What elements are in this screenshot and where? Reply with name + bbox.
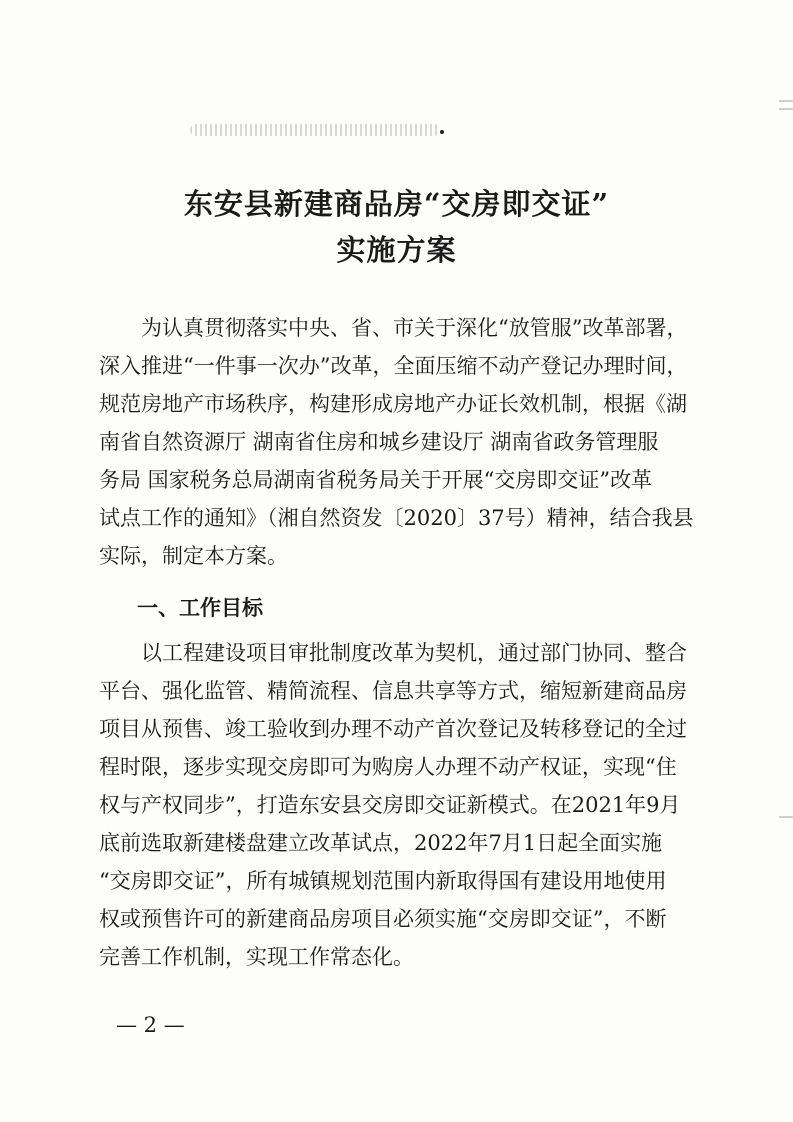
paragraph-line: 规范房地产市场秩序，构建形成房地产办证长效机制，根据《湖 (99, 392, 687, 416)
paragraph-line: 权或预售许可的新建商品房项目必须实施“交房即交证”，不断 (99, 907, 667, 931)
scan-dot (440, 130, 444, 134)
paragraph-line: 以工程建设项目审批制度改革为契机，通过部门协同、整合 (141, 641, 687, 665)
paragraph-line: 平台、强化监管、精简流程、信息共享等方式，缩短新建商品房 (99, 679, 687, 703)
document-subtitle: 实施方案 (336, 233, 457, 267)
intro-paragraph (99, 309, 699, 575)
paragraph-line: “交房即交证”，所有城镇规划范围内新取得国有建设用地使用 (99, 869, 667, 893)
paragraph-line: 底前选取新建楼盘建立改革试点，2022年7月1日起全面实施 (99, 831, 663, 855)
paragraph-line: 南省自然资源厅 湖南省住房和城乡建设厅 湖南省政务管理服 (99, 430, 659, 454)
page-number: — 2 — (116, 1013, 185, 1037)
section-heading: 一、工作目标 (137, 596, 263, 620)
edge-mark (779, 816, 793, 818)
paragraph-line: 权与产权同步”，打造东安县交房即交证新模式。在2021年9月 (99, 793, 681, 817)
document-title: 东安县新建商品房“交房即交证” (183, 187, 610, 221)
paragraph-line: 实际，制定本方案。 (99, 544, 288, 568)
paragraph-line: 试点工作的通知》（湘自然资发〔2020〕37号）精神，结合我县 (99, 506, 694, 530)
paragraph-line: 项目从预售、竣工验收到办理不动产首次登记及转移登记的全过 (99, 717, 687, 741)
paragraph-line: 务局 国家税务总局湖南省税务局关于开展“交房即交证”改革 (99, 468, 653, 492)
paragraph-line: 为认真贯彻落实中央、省、市关于深化“放管服”改革部署， (141, 316, 688, 340)
paragraph-line: 完善工作机制，实现工作常态化。 (99, 945, 414, 969)
goal-paragraph (99, 634, 699, 976)
edge-mark (779, 100, 793, 102)
paragraph-line: 程时限，逐步实现交房即可为购房人办理不动产权证，实现“住 (99, 755, 677, 779)
paragraph-line: 深入推进“一件事一次办”改革，全面压缩不动产登记办理时间， (99, 354, 688, 378)
scan-artifact (190, 124, 440, 136)
edge-mark (779, 108, 793, 110)
